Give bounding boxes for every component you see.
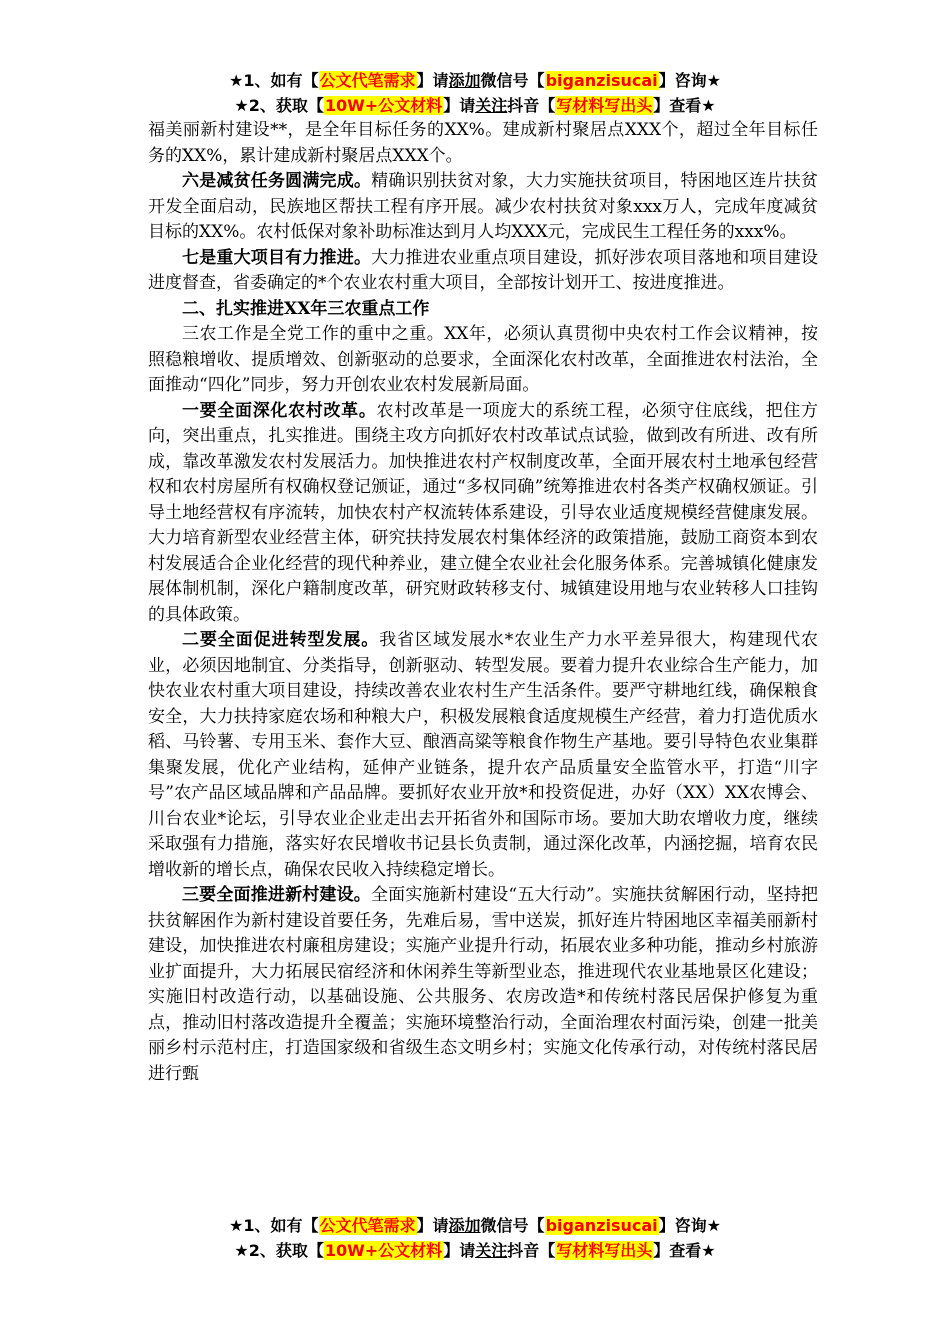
header-banner bbox=[0, 68, 950, 118]
paragraph: 三农工作是全党工作的重中之重。XX年，必须认真贯彻中央农村工作会议精神，按照稳粮增收、提质增效、创新驱动的总要求，全面深化农村改革，全面推进农村法治，全面推动“四化”同步，努力开创农业农村发展新局面。 bbox=[148, 324, 818, 395]
banner-line-1 bbox=[0, 68, 950, 93]
banner-text: ★1、如有【 bbox=[229, 71, 319, 90]
footer-banner bbox=[0, 1213, 950, 1263]
banner-underline: 添加 bbox=[448, 71, 481, 90]
banner-underline: 关注 bbox=[475, 1241, 508, 1260]
banner-highlight: 公文代笔需求 bbox=[319, 1216, 416, 1235]
banner-text: ★2、获取【 bbox=[234, 96, 324, 115]
banner-highlight: 10W+公文材料 bbox=[324, 96, 443, 115]
banner-underline: 添加 bbox=[448, 1216, 481, 1235]
paragraph-lead: 六是减贫任务圆满完成。 bbox=[182, 171, 372, 191]
paragraph bbox=[148, 628, 818, 883]
paragraph bbox=[148, 399, 818, 629]
banner-text: 】请 bbox=[443, 1241, 476, 1260]
banner-text: 】咨询★ bbox=[658, 1216, 721, 1235]
banner-highlight: 写材料写出头 bbox=[556, 1241, 653, 1260]
banner-text: 】咨询★ bbox=[658, 71, 721, 90]
paragraph bbox=[148, 169, 818, 246]
paragraph-lead: 三要全面推进新村建设。 bbox=[182, 885, 371, 905]
paragraph-lead: 一要全面深化农村改革。 bbox=[182, 400, 377, 421]
paragraph-lead: 二要全面促进转型发展。 bbox=[182, 630, 380, 650]
paragraph-text: 大力推进农业重点项目建设，抓好涉农项目落地和项目建设进度督查，省委确定的*个农业农村重大项目，全部按计划开工、按进度推进。 bbox=[148, 247, 819, 293]
banner-line-2 bbox=[0, 1238, 950, 1263]
banner-text: 微信号【 bbox=[480, 1216, 545, 1235]
document-body bbox=[148, 118, 818, 1087]
banner-line-1 bbox=[0, 1213, 950, 1238]
banner-text: 】请 bbox=[416, 71, 449, 90]
paragraph-text: 全面实施新村建设“五大行动”。实施扶贫解困行动，坚持把扶贫解困作为新村建设首要任务，先难后易，雪中送炭，抓好连片特困地区幸福美丽新村建设，加快推进农村廉租房建设；实施产业提升行动，拓展农业多种功能，推动乡村旅游业扩面提升，大力拓展民宿经济和休闲养生等新型业态，推进现代农业基地景区化建设；实施旧村改造行动，以基础设施、公共服务、农房改造*和传统村落民居保护修复为重点，推动旧村落改造提升全覆盖；实施环境整治行动，全面治理农村面污染，创建一批美丽乡村示范村庄，打造国家级和省级生态文明乡村；实施文化传承行动，对传统村落民居进行甄 bbox=[148, 885, 818, 1084]
section-heading: 二、扎实推进XX年三农重点工作 bbox=[182, 298, 430, 319]
banner-text: 抖音【 bbox=[507, 96, 556, 115]
banner-line-2 bbox=[0, 93, 950, 118]
paragraph bbox=[148, 246, 818, 297]
banner-text: 抖音【 bbox=[507, 1241, 556, 1260]
paragraph-text: 我省区域发展水*农业生产力水平差异很大，构建现代农业，必须因地制宜、分类指导，创新驱动、转型发展。要着力提升农业综合生产能力，加快农业农村重大项目建设，持续改善农业农村生产生活条件。要严守耕地红线，确保粮食安全，大力扶持家庭农场和种粮大户，积极发展粮食适度规模生产经营，着力打造优质水稻、马铃薯、专用玉米、套作大豆、酿酒高粱等粮食作物生产基地。要引导特色农业集群集聚发展，优化产业结构，延伸产业链条，提升农产品质量安全监管水平，打造“川字号”农产品区域品牌和产品品牌。要抓好农业开放*和投资促进，办好（XX）XX农博会、川台农业*论坛，引导农业企业走出去开拓省外和国际市场。要加大助农增收力度，继续采取强有力措施，落实好农民增收书记县长负责制，通过深化改革，内涵挖掘，培育农民增收新的增长点，确保农民收入持续稳定增长。 bbox=[148, 630, 819, 880]
paragraph-lead: 七是重大项目有力推进。 bbox=[182, 247, 372, 268]
banner-text: 】查看★ bbox=[653, 1241, 716, 1260]
banner-text: 】请 bbox=[443, 96, 476, 115]
paragraph bbox=[148, 883, 818, 1087]
banner-text: ★2、获取【 bbox=[234, 1241, 324, 1260]
banner-highlight: 写材料写出头 bbox=[556, 96, 653, 115]
paragraph-text: 农村改革是一项庞大的系统工程，必须守住底线，把住方向，突出重点，扎实推进。围绕主攻方向抓好农村改革试点试验，做到改有所进、改有所成，靠改革激发农村发展活力。加快推进农村产权制度改革，全面开展农村土地承包经营权和农村房屋所有权确权登记颁证，通过“多权同确”统筹推进农村各类产权确权颁证。引导土地经营权有序流转，加快农村产权流转体系建设，引导农业适度规模经营健康发展。大力培育新型农业经营主体，研究扶持发展农村集体经济的政策措施，鼓励工商资本到农村发展适合企业化经营的现代种养业，建立健全农业社会化服务体系。完善城镇化健康发展体制机制，深化户籍制度改革，研究财政转移支付、城镇建设用地与农业转移人口挂钩的具体政策。 bbox=[148, 400, 819, 625]
paragraph: 福美丽新村建设**，是全年目标任务的XX%。建成新村聚居点XXX个，超过全年目标任务的XX%，累计建成新村聚居点XXX个。 bbox=[148, 120, 818, 166]
banner-highlight: 10W+公文材料 bbox=[324, 1241, 443, 1260]
banner-text: 微信号【 bbox=[480, 71, 545, 90]
banner-highlight: biganzisucai bbox=[545, 71, 658, 90]
banner-text: 】查看★ bbox=[653, 96, 716, 115]
banner-text: 】请 bbox=[416, 1216, 449, 1235]
paragraph-text: 精确识别扶贫对象，大力实施扶贫项目，特困地区连片扶贫开发全面启动，民族地区帮扶工程有序开展。减少农村扶贫对象xxx万人，完成年度减贫目标的XX%。农村低保对象补助标准达到月人均XXX元，完成民生工程任务的xxx%。 bbox=[148, 171, 819, 242]
banner-highlight: biganzisucai bbox=[545, 1216, 658, 1235]
banner-underline: 关注 bbox=[475, 96, 508, 115]
banner-text: ★1、如有【 bbox=[229, 1216, 319, 1235]
banner-highlight: 公文代笔需求 bbox=[319, 71, 416, 90]
